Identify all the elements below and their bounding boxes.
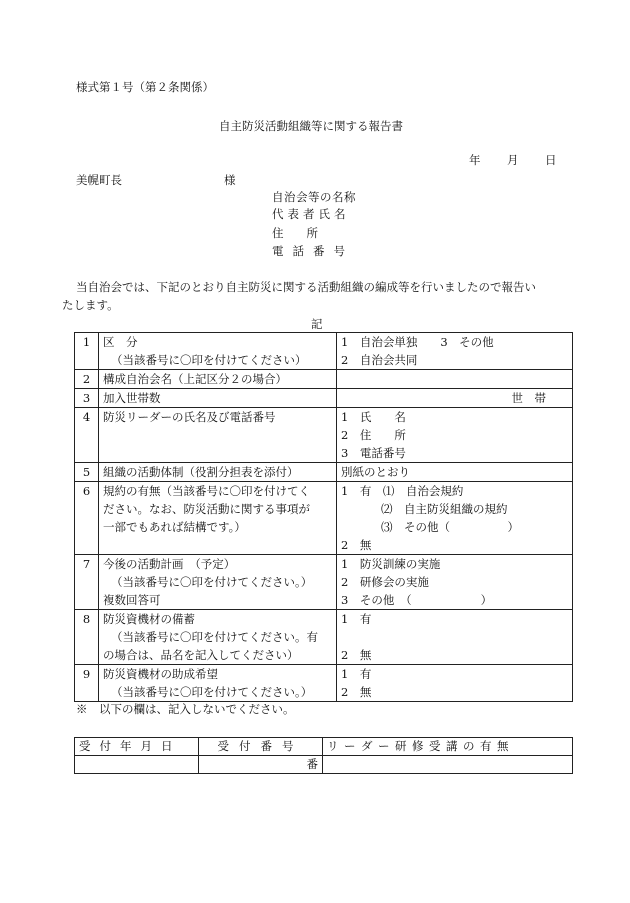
addressee: 美幌町長 xyxy=(76,173,122,187)
table-row-9 xyxy=(75,665,573,702)
rep-name-label: 代表者氏名 xyxy=(272,207,350,221)
table-row-4 xyxy=(75,408,573,463)
office-use-table xyxy=(74,737,573,774)
row-label xyxy=(99,482,337,555)
row-input[interactable] xyxy=(337,370,573,389)
row-label xyxy=(99,610,337,665)
document-title: 自主防災活動組織等に関する報告書 xyxy=(219,119,403,133)
office-use-header-row xyxy=(75,738,573,756)
label-line: 一部でもあれば結構です。） xyxy=(103,520,246,534)
row-label: 防災リーダーの氏名及び電話番号 xyxy=(99,408,337,463)
ki-label: 記 xyxy=(311,317,323,331)
table-row-7 xyxy=(75,555,573,610)
date-month-label: 月 xyxy=(507,153,519,167)
row-number: 8 xyxy=(75,610,99,665)
row-number: 9 xyxy=(75,665,99,702)
option-line: 1 有 xyxy=(341,667,372,681)
label-line: （当該番号に〇印を付けてください。有 xyxy=(111,630,318,644)
row-label xyxy=(99,665,337,702)
row-options[interactable] xyxy=(337,333,573,370)
table-row-6 xyxy=(75,482,573,555)
option-line: 2 住 所 xyxy=(341,428,406,442)
receipt-date-header: 受付年月日 xyxy=(75,738,199,756)
label-line: 区 分 xyxy=(103,335,138,349)
label-line: 複数回答可 xyxy=(103,593,161,607)
row-label xyxy=(99,333,337,370)
option-line: 2 自治会共同 xyxy=(341,353,418,367)
label-line xyxy=(103,536,332,554)
row-number: 7 xyxy=(75,555,99,610)
table-row-5 xyxy=(75,463,573,482)
row-options[interactable] xyxy=(337,555,573,610)
row-label xyxy=(99,555,337,610)
leader-training-cell[interactable] xyxy=(323,756,573,774)
row-input[interactable] xyxy=(337,389,573,408)
label-line: 今後の活動計画 （予定） xyxy=(103,557,236,571)
form-number: 様式第１号（第２条関係） xyxy=(76,80,214,94)
receipt-date-cell[interactable] xyxy=(75,756,199,774)
office-use-note: ※ 以下の欄は、記入しないでください。 xyxy=(76,702,295,716)
option-line: ⑵ 自主防災組織の規約 xyxy=(381,502,508,516)
option-line: 3 電話番号 xyxy=(341,446,406,460)
label-line: 規約の有無（当該番号に〇印を付けてく xyxy=(103,484,310,498)
row-number: 2 xyxy=(75,370,99,389)
honorific: 様 xyxy=(224,173,236,187)
row-number: 5 xyxy=(75,463,99,482)
option-line: 2 研修会の実施 xyxy=(341,575,429,589)
date-year-label: 年 xyxy=(469,153,481,167)
row-number: 6 xyxy=(75,482,99,555)
receipt-number-cell[interactable]: 番 xyxy=(199,756,323,774)
label-line: （当該番号に〇印を付けてください。） xyxy=(111,685,313,699)
row-value[interactable]: 別紙のとおり xyxy=(337,463,573,482)
label-line: （当該番号に〇印を付けてください） xyxy=(111,353,307,367)
org-name-label: 自治会等の名称 xyxy=(272,190,356,204)
address-label: 住 所 xyxy=(272,226,318,240)
option-line: 2 無 xyxy=(341,685,372,699)
office-use-value-row xyxy=(75,756,573,774)
phone-label: 電話番号 xyxy=(272,244,354,258)
option-line: ⑶ その他（ ） xyxy=(381,520,519,534)
row-number: 4 xyxy=(75,408,99,463)
label-line: 防災資機材の備蓄 xyxy=(103,612,195,626)
table-row-3 xyxy=(75,389,573,408)
row-label: 構成自治会名（上記区分２の場合） xyxy=(99,370,337,389)
row-options[interactable] xyxy=(337,482,573,555)
table-row-8 xyxy=(75,610,573,665)
option-line: 1 有 ⑴ 自治会規約 xyxy=(341,484,464,498)
label-line: の場合は、品名を記入してください） xyxy=(103,648,299,662)
option-line: 1 有 xyxy=(341,612,372,626)
option-line xyxy=(341,628,568,646)
option-line: 1 防災訓練の実施 xyxy=(341,557,441,571)
intro-text-line2: たします。 xyxy=(62,298,119,312)
option-line: 2 無 xyxy=(341,538,372,552)
row-label: 組織の活動体制（役割分担表を添付） xyxy=(99,463,337,482)
row-options[interactable] xyxy=(337,610,573,665)
option-line: 1 氏 名 xyxy=(341,410,406,424)
label-line: （当該番号に〇印を付けてください。） xyxy=(111,575,313,589)
receipt-number-header: 受付番号 xyxy=(199,738,323,756)
unit-label: 世 帯 xyxy=(511,391,546,405)
label-line: ださい。なお、防災活動に関する事項が xyxy=(103,502,310,516)
row-options[interactable] xyxy=(337,408,573,463)
row-options[interactable] xyxy=(337,665,573,702)
date-day-label: 日 xyxy=(545,153,557,167)
report-table xyxy=(74,332,573,702)
intro-text-line1: 当自治会では、下記のとおり自主防災に関する活動組織の編成等を行いましたので報告い xyxy=(76,280,536,294)
row-label: 加入世帯数 xyxy=(99,389,337,408)
table-row-2 xyxy=(75,370,573,389)
row-number: 3 xyxy=(75,389,99,408)
table-row-1 xyxy=(75,333,573,370)
option-line: 2 無 xyxy=(341,648,372,662)
option-line: 3 その他 （ ） xyxy=(341,593,493,607)
leader-training-header: リーダー研修受講の有無 xyxy=(323,738,573,756)
option-line: 1 自治会単独 3 その他 xyxy=(341,335,494,349)
row-number: 1 xyxy=(75,333,99,370)
label-line: 防災資機材の助成希望 xyxy=(103,667,218,681)
